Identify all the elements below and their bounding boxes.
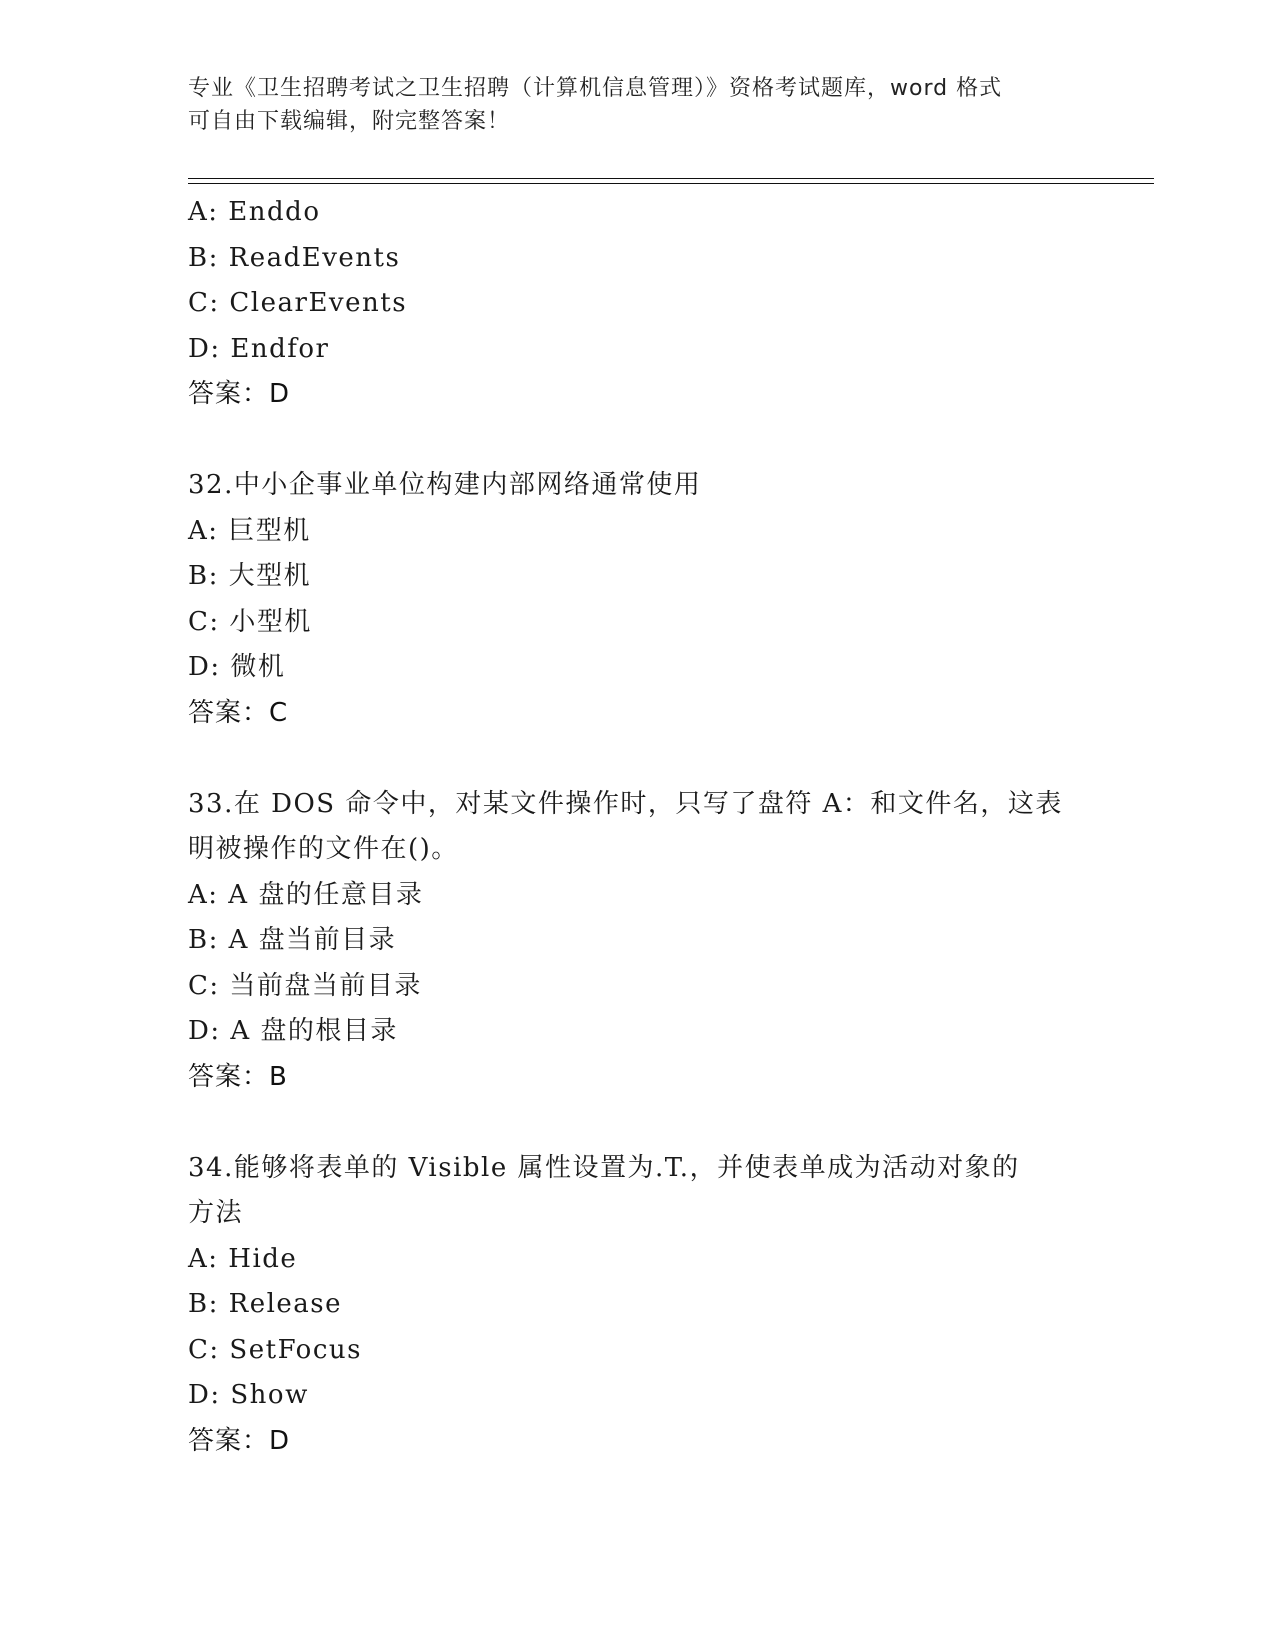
- spacer: [188, 736, 1088, 782]
- question-block-34: [188, 1146, 1088, 1465]
- option-d: D: 微机: [188, 652, 286, 682]
- option-b: B: 大型机: [188, 561, 312, 591]
- option-a: A: A 盘的任意目录: [188, 879, 424, 910]
- option-b: B: A 盘当前目录: [188, 925, 397, 955]
- option-c: C: ClearEvents: [188, 288, 408, 318]
- question-text-continued: 明被操作的文件在()。: [188, 834, 459, 864]
- option-a: A: 巨型机: [188, 515, 311, 546]
- header-line-2: 可自由下载编辑，附完整答案！: [188, 109, 511, 134]
- document-header: [188, 72, 1068, 138]
- question-block-32: [188, 463, 1088, 736]
- question-text: 33.在 DOS 命令中，对某文件操作时，只写了盘符 A：和文件名，这表: [188, 788, 1063, 819]
- question-text: 32.中小企事业单位构建内部网络通常使用: [188, 470, 702, 500]
- option-d: D: A 盘的根目录: [188, 1016, 398, 1046]
- question-block-33: [188, 782, 1088, 1101]
- option-c: C: 当前盘当前目录: [188, 970, 422, 1001]
- option-b: B: Release: [188, 1289, 343, 1319]
- answer-line: 答案：B: [188, 1061, 288, 1092]
- spacer: [188, 418, 1088, 464]
- option-b: B: ReadEvents: [188, 242, 401, 273]
- option-a: A: Enddo: [188, 197, 321, 227]
- header-line-1: 专业《卫生招聘考试之卫生招聘（计算机信息管理）》资格考试题库，word 格式: [188, 76, 1003, 101]
- answer-line: 答案：D: [188, 1425, 291, 1456]
- option-a: A: Hide: [188, 1243, 298, 1274]
- question-text: 34.能够将表单的 Visible 属性设置为.T.，并使表单成为活动对象的: [188, 1152, 1020, 1183]
- answer-line: 答案：D: [188, 379, 291, 409]
- spacer: [188, 1100, 1088, 1146]
- header-divider-bottom: [188, 183, 1154, 184]
- question-text-continued: 方法: [188, 1198, 244, 1228]
- header-divider-top: [188, 178, 1154, 179]
- option-d: D: Endfor: [188, 333, 330, 364]
- question-list: [188, 190, 1088, 1464]
- option-c: C: SetFocus: [188, 1334, 362, 1365]
- question-block-31: [188, 190, 1088, 418]
- option-c: C: 小型机: [188, 606, 312, 637]
- answer-line: 答案：C: [188, 697, 289, 728]
- option-d: D: Show: [188, 1380, 309, 1410]
